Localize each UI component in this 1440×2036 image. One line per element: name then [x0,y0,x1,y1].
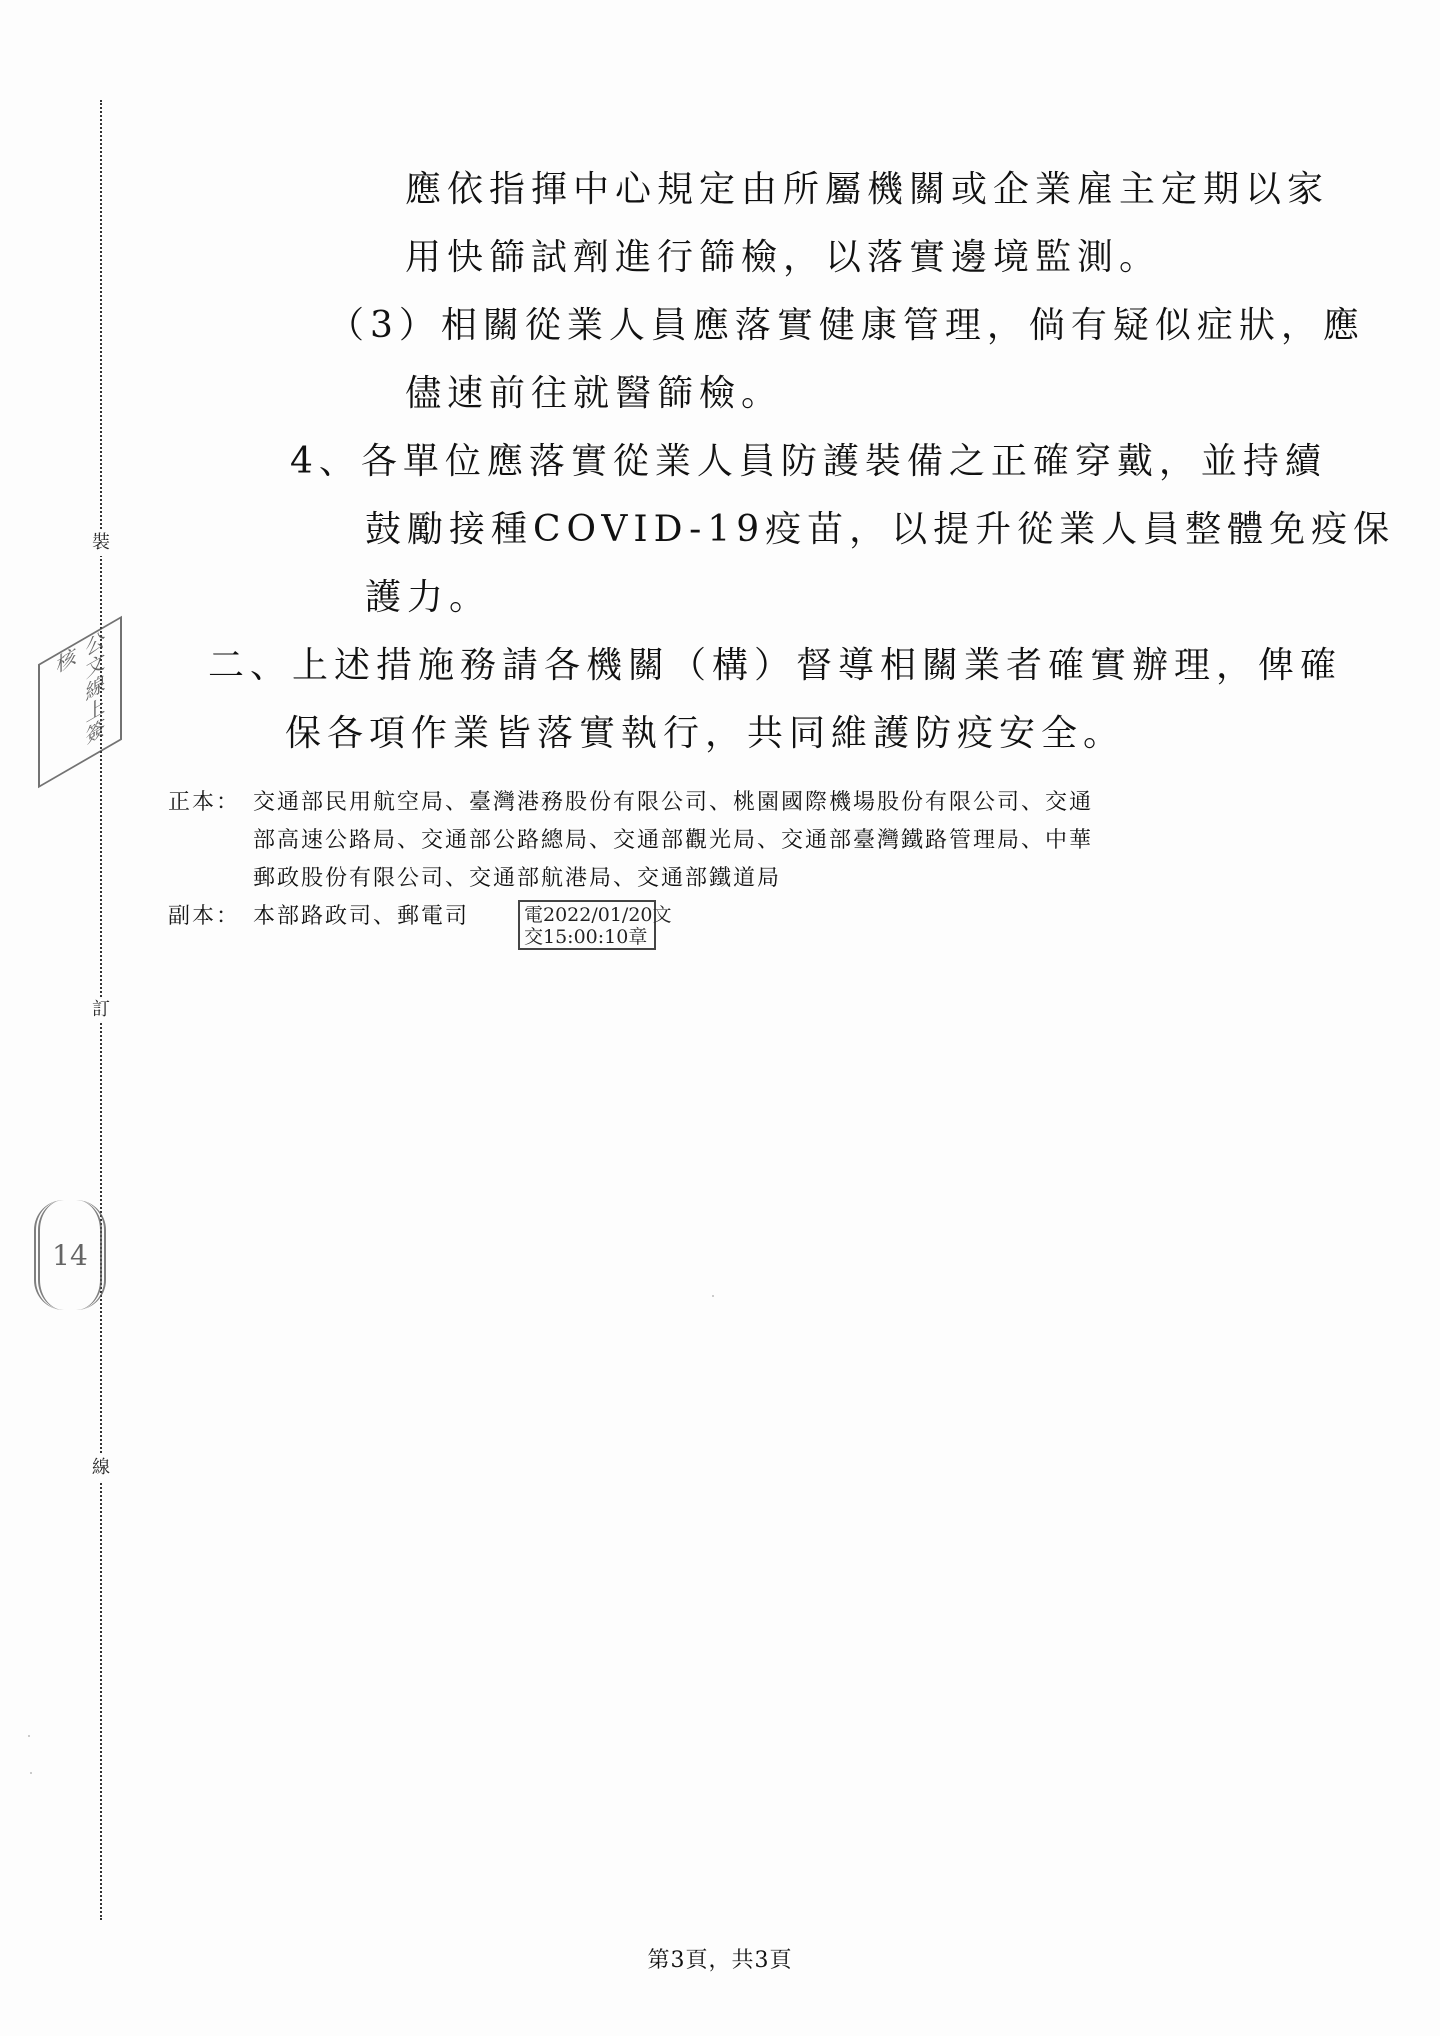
main-recipients-line-2: 部高速公路局、交通部公路總局、交通部觀光局、交通部臺灣鐵路管理局、中華 [253,828,1094,853]
binding-mark-middle: 訂 [88,997,114,1023]
body-line-8: 二、上述措施務請各機關（構）督導相關業者確實辦理，俾確 [208,645,1343,686]
scan-speck [28,1735,30,1737]
body-line-4: 儘速前往就醫篩檢。 [405,373,784,414]
main-recipients-line-1: 交通部民用航空局、臺灣港務股份有限公司、桃園國際機場股份有限公司、交通 [253,790,1094,815]
binding-mark-bottom: 線 [88,1455,114,1481]
page-seal-stamp: 14 [34,1200,106,1310]
main-recipients-label: 正本： [168,790,241,815]
seal-time-line: 交15:00:10章 [524,926,648,948]
copy-recipients-label: 副本： [168,904,241,929]
body-line-9: 保各項作業皆落實執行，共同維護防疫安全。 [285,713,1126,754]
approval-stamp: 公文線上簽核 [38,616,122,788]
body-line-6: 鼓勵接種COVID-19疫苗，以提升從業人員整體免疫保 [365,509,1396,550]
scan-speck [30,1772,32,1774]
page-number: 第3頁，共3頁 [647,1948,793,1973]
binding-mark-top: 裝 [88,530,114,556]
body-line-7: 護力。 [365,577,492,618]
body-line-3: （3）相關從業人員應落實健康管理，倘有疑似症狀，應 [328,305,1365,346]
copy-recipients: 本部路政司、郵電司 [253,904,470,929]
main-recipients-line-3: 郵政股份有限公司、交通部航港局、交通部鐵道局 [253,866,782,891]
seal-date-line: 電2022/01/20文 [524,904,672,926]
scan-speck [712,1295,714,1297]
body-line-1: 應依指揮中心規定由所屬機關或企業雇主定期以家 [405,169,1330,210]
body-line-5: 4、各單位應落實從業人員防護裝備之正確穿戴，並持續 [290,441,1327,482]
body-line-2: 用快篩試劑進行篩檢，以落實邊境監測。 [405,237,1162,278]
electronic-seal-stamp [518,900,672,950]
